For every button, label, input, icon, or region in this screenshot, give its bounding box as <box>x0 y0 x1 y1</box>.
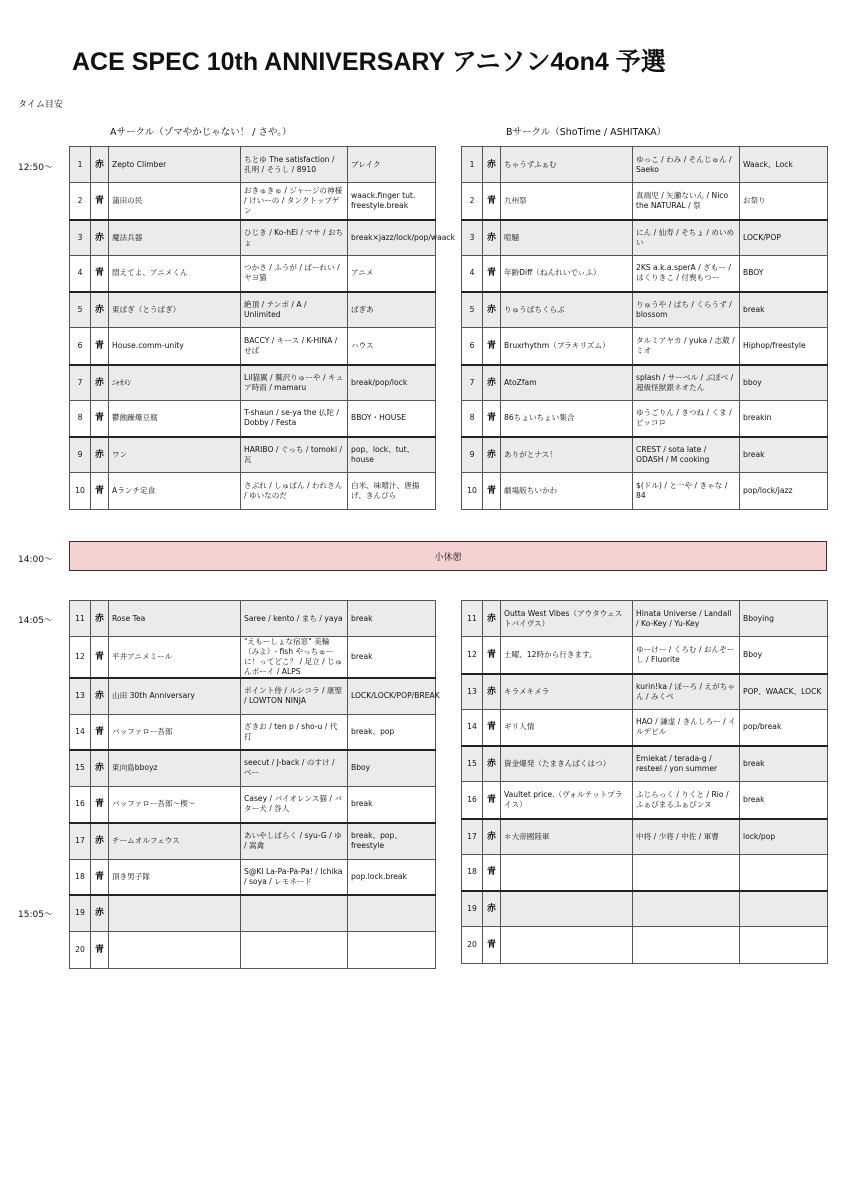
table-row <box>70 678 436 714</box>
entry-number: 4 <box>462 256 483 292</box>
table-row <box>70 365 436 401</box>
table-row <box>70 714 436 750</box>
team-name: バッファロー吾郎〜楔〜 <box>109 786 241 823</box>
table-row <box>462 401 828 437</box>
team-genre <box>348 931 436 968</box>
team-members: ひじき / Ko-hEi / マサ / おちょ <box>241 220 348 256</box>
entry-number: 16 <box>70 786 91 823</box>
entry-number: 15 <box>70 750 91 786</box>
entry-number: 10 <box>462 473 483 510</box>
team-name: 東ぱぎ（とうぱぎ） <box>109 292 241 328</box>
team-genre: LOCK/LOCK/POP/BREAK <box>348 678 436 714</box>
entry-number: 7 <box>462 365 483 401</box>
team-genre: 白米、味噌汁、唐揚げ、きんぴら <box>348 473 436 510</box>
team-genre: break <box>740 746 828 782</box>
time-1505: 15:05〜 <box>18 910 53 920</box>
team-genre <box>740 855 828 891</box>
page-title: ACE SPEC 10th ANNIVERSARY アニソン4on4 予選 <box>72 48 666 76</box>
team-members: "えもーしょな宿窓" 美輪（みよ）- fish やっちゅーに！ってどこ？ / 足立 / じゅんボーイ / ALPS <box>241 637 348 679</box>
team-members: S@KI La-Pa-Pa-Pa! / Ichika / soya / レモネード <box>241 859 348 895</box>
team-members: タルミアヤカ / yuka / 志葳 / ミオ <box>633 328 740 365</box>
team-name: 資金爆発（たまきんばくはつ） <box>501 746 633 782</box>
table-row <box>462 220 828 256</box>
team-genre: Hiphop/freestyle <box>740 328 828 365</box>
table-block1-circle-b <box>461 146 828 510</box>
team-members: $(ドル) / と一や / きゃな / 84 <box>633 473 740 510</box>
table-row <box>462 292 828 328</box>
team-genre: pop/break <box>740 710 828 746</box>
team-genre: break×jazz/lock/pop/waack <box>348 220 436 256</box>
entry-number: 11 <box>70 601 91 637</box>
team-members: HAO / 謙虚 / きんしろー / イルデビル <box>633 710 740 746</box>
table-row <box>462 819 828 855</box>
entry-color: 赤 <box>91 437 109 473</box>
team-name: 土曜、12時から行きます。 <box>501 637 633 674</box>
team-genre: pop/lock/jazz <box>740 473 828 510</box>
table-row <box>70 931 436 968</box>
team-genre: break <box>740 292 828 328</box>
team-genre <box>740 927 828 964</box>
entry-number: 12 <box>70 637 91 679</box>
team-members: ゆーけー / くろむ / おんぞーし / Fluorite <box>633 637 740 674</box>
table-row <box>70 750 436 786</box>
entry-color: 赤 <box>91 750 109 786</box>
table-row <box>70 601 436 637</box>
entry-color: 青 <box>483 637 501 674</box>
team-genre: breakin <box>740 401 828 437</box>
entry-color: 青 <box>91 714 109 750</box>
team-members <box>633 891 740 927</box>
entry-number: 13 <box>462 674 483 710</box>
team-members: ゆうごりん / きつね / くま / ピッコロ <box>633 401 740 437</box>
team-genre: Bboying <box>740 601 828 637</box>
entry-color: 赤 <box>91 365 109 401</box>
entry-number: 18 <box>70 859 91 895</box>
entry-color: 青 <box>91 473 109 510</box>
team-members: さぶれ / しゅぱん / われさん / ゆいなのだ <box>241 473 348 510</box>
team-name: 山田 30th Anniversary <box>109 678 241 714</box>
table-row <box>462 927 828 964</box>
entry-number: 8 <box>70 401 91 437</box>
table-row <box>462 855 828 891</box>
team-members: Emiekat / terada-g / resteel / yon summer <box>633 746 740 782</box>
entry-color: 青 <box>483 401 501 437</box>
entry-number: 17 <box>70 823 91 859</box>
entry-number: 8 <box>462 401 483 437</box>
table-row <box>70 328 436 365</box>
entry-color: 赤 <box>91 292 109 328</box>
table-row <box>462 601 828 637</box>
team-name: 86ちょいちょい集合 <box>501 401 633 437</box>
entry-number: 14 <box>70 714 91 750</box>
team-name: ありがとナス！ <box>501 437 633 473</box>
team-name: Outta West Vibes（アウタウェストバイヴス） <box>501 601 633 637</box>
entry-number: 3 <box>462 220 483 256</box>
team-name: 年齢Diff（ねんれいでぃふ） <box>501 256 633 292</box>
team-members <box>633 927 740 964</box>
entry-color: 青 <box>483 473 501 510</box>
team-genre: break <box>348 637 436 679</box>
team-name: Aランチ定食 <box>109 473 241 510</box>
table-row <box>70 786 436 823</box>
entry-number: 10 <box>70 473 91 510</box>
entry-color: 赤 <box>483 674 501 710</box>
team-name: りゅうぱちくらぶ <box>501 292 633 328</box>
team-name: 魔法兵器 <box>109 220 241 256</box>
team-name <box>501 855 633 891</box>
table-row <box>70 183 436 220</box>
entry-color: 青 <box>91 637 109 679</box>
time-1405: 14:05〜 <box>18 616 53 626</box>
team-name: 喧騒 <box>501 220 633 256</box>
entry-color: 青 <box>91 786 109 823</box>
entry-color: 赤 <box>91 147 109 183</box>
team-members: splash / サーベル / ぶぼべ / 超級怪獣銀ネオたん <box>633 365 740 401</box>
team-members: Lil猫翼 / 鷲沢りゅーや / キュア時雨 / mamaru <box>241 365 348 401</box>
table-row <box>70 401 436 437</box>
table-row <box>462 674 828 710</box>
team-name: ギリ人情 <box>501 710 633 746</box>
team-members: Casey / バイオレンス猫 / バター犬 / 咎人 <box>241 786 348 823</box>
team-genre: waack.finger tut. freestyle.break <box>348 183 436 220</box>
team-members: にん / 仙寿 / そちょ / めいめい <box>633 220 740 256</box>
team-genre: break <box>348 601 436 637</box>
entry-color: 赤 <box>483 365 501 401</box>
team-members: Saree / kento / まち / yaya <box>241 601 348 637</box>
table-block1-circle-a <box>69 146 455 510</box>
team-name: Zepto Climber <box>109 147 241 183</box>
team-genre: bboy <box>740 365 828 401</box>
table-row <box>462 746 828 782</box>
entry-color: 赤 <box>91 823 109 859</box>
team-members: CREST / sota late / ODASH / M cooking <box>633 437 740 473</box>
entry-color: 赤 <box>483 292 501 328</box>
team-members: BACCY / キース / K-HINA / せば <box>241 328 348 365</box>
table-block2-circle-a <box>69 600 440 969</box>
team-genre: お祭り <box>740 183 828 220</box>
team-name: 東向島bboyz <box>109 750 241 786</box>
team-genre: POP、WAACK、LOCK <box>740 674 828 710</box>
entry-number: 5 <box>462 292 483 328</box>
table-row <box>462 891 828 927</box>
table-row <box>462 710 828 746</box>
team-genre: BBOY・HOUSE <box>348 401 436 437</box>
team-genre: break/pop/lock <box>348 365 436 401</box>
team-name: 蒲田の民 <box>109 183 241 220</box>
team-name <box>501 891 633 927</box>
team-genre: pop.lock.break <box>348 859 436 895</box>
table-row <box>462 473 828 510</box>
entry-number: 9 <box>70 437 91 473</box>
entry-number: 6 <box>70 328 91 365</box>
team-members: T-shaun / se-ya the 仏陀 / Dobby / Festa <box>241 401 348 437</box>
table-row <box>462 637 828 674</box>
team-genre: Bboy <box>740 637 828 674</box>
entry-color: 青 <box>483 782 501 819</box>
team-genre: break、pop、freestyle <box>348 823 436 859</box>
entry-color: 青 <box>91 256 109 292</box>
entry-number: 18 <box>462 855 483 891</box>
entry-number: 2 <box>70 183 91 220</box>
table-row <box>70 220 436 256</box>
team-members: ゆっこ / わみ / そんじゅん / Saeko <box>633 147 740 183</box>
team-name: ワン <box>109 437 241 473</box>
team-genre: ハウス <box>348 328 436 365</box>
team-name: バッファロー吾郎 <box>109 714 241 750</box>
entry-number: 9 <box>462 437 483 473</box>
entry-number: 7 <box>70 365 91 401</box>
team-genre: break <box>740 437 828 473</box>
team-name <box>501 927 633 964</box>
table-row <box>70 437 436 473</box>
team-name: キラメキメラ <box>501 674 633 710</box>
entry-number: 14 <box>462 710 483 746</box>
team-members: あいやしぱらく / syu-G / ゆ / 嵩禽 <box>241 823 348 859</box>
entry-number: 19 <box>70 895 91 931</box>
entry-color: 赤 <box>91 601 109 637</box>
table-row <box>462 782 828 819</box>
entry-color: 赤 <box>483 147 501 183</box>
team-genre: break、pop <box>348 714 436 750</box>
entry-color: 青 <box>91 328 109 365</box>
team-genre <box>740 891 828 927</box>
break-label: 小休憩 <box>434 552 462 563</box>
table-row <box>70 147 436 183</box>
entry-color: 赤 <box>91 220 109 256</box>
team-genre: Waack、Lock <box>740 147 828 183</box>
circle-a-title: Aサークル（ゾマやかじゃない！ / さや。） <box>110 127 292 138</box>
break-bar <box>69 541 827 571</box>
entry-color: 赤 <box>483 601 501 637</box>
table-row <box>70 859 436 895</box>
team-members <box>633 855 740 891</box>
entry-color: 赤 <box>91 678 109 714</box>
entry-number: 2 <box>462 183 483 220</box>
team-name: チームオルフェウス <box>109 823 241 859</box>
team-members: ちとゆ The satisfaction / 孔明 / そうし / 8910 <box>241 147 348 183</box>
team-genre: BBOY <box>740 256 828 292</box>
entry-number: 5 <box>70 292 91 328</box>
team-members: ざきお / ten p / sho-u / 代打 <box>241 714 348 750</box>
time-1400: 14:00〜 <box>18 555 53 565</box>
entry-number: 15 <box>462 746 483 782</box>
entry-color: 青 <box>483 927 501 964</box>
entry-number: 12 <box>462 637 483 674</box>
team-name <box>109 895 241 931</box>
table-row <box>70 637 436 679</box>
entry-number: 1 <box>462 147 483 183</box>
entry-number: 20 <box>70 931 91 968</box>
table-row <box>462 256 828 292</box>
team-genre <box>348 895 436 931</box>
team-name: ＊大帝國陸軍 <box>501 819 633 855</box>
entry-color: 赤 <box>483 220 501 256</box>
table-row <box>70 473 436 510</box>
team-members: 真端児 / 矢瀬ないん / Nico the NATURAL / 祭 <box>633 183 740 220</box>
team-members: ポイント侍 / ルシコラ / 康聖 / LOWTON NINJA <box>241 678 348 714</box>
team-members: Hinata Universe / Landall / Ko-Key / Yu-Key <box>633 601 740 637</box>
entry-color: 青 <box>483 256 501 292</box>
team-name: 九州祭 <box>501 183 633 220</box>
entry-color: 赤 <box>483 437 501 473</box>
team-members: kurin!ka / ぽーろ / えがちゃん / みくべ <box>633 674 740 710</box>
entry-color: 赤 <box>483 819 501 855</box>
table-row <box>462 183 828 220</box>
team-members <box>241 895 348 931</box>
team-name: Bruxrhythm（ブラキリズム） <box>501 328 633 365</box>
table-row <box>462 437 828 473</box>
time-guide-label: タイム目安 <box>18 100 63 110</box>
table-block2-circle-b <box>461 600 828 964</box>
table-row <box>462 365 828 401</box>
entry-number: 1 <box>70 147 91 183</box>
team-genre: アニメ <box>348 256 436 292</box>
entry-color: 赤 <box>91 895 109 931</box>
team-members: 絶頂 / テンポ / A / Unlimited <box>241 292 348 328</box>
table-row <box>462 147 828 183</box>
entry-color: 青 <box>91 859 109 895</box>
team-name: AtoZfam <box>501 365 633 401</box>
team-members: seecut / J-back / のすけ / べー <box>241 750 348 786</box>
team-name: 鬱蝕躁爆豆腐 <box>109 401 241 437</box>
team-genre: LOCK/POP <box>740 220 828 256</box>
team-genre: pop、lock、tut、house <box>348 437 436 473</box>
entry-number: 17 <box>462 819 483 855</box>
entry-number: 20 <box>462 927 483 964</box>
entry-color: 青 <box>91 931 109 968</box>
entry-number: 19 <box>462 891 483 927</box>
table-row <box>70 823 436 859</box>
team-name: 劇場版ちいかわ <box>501 473 633 510</box>
team-members <box>241 931 348 968</box>
entry-color: 赤 <box>483 746 501 782</box>
team-genre: Bboy <box>348 750 436 786</box>
team-members: 2KS a.k.a.sperA / ざもー / はくりきこ / 付喪もつー <box>633 256 740 292</box>
entry-number: 16 <box>462 782 483 819</box>
entry-number: 13 <box>70 678 91 714</box>
team-members: HARIBO / ぐっち / tomoki / 瓦 <box>241 437 348 473</box>
entry-color: 青 <box>483 183 501 220</box>
entry-number: 4 <box>70 256 91 292</box>
entry-color: 青 <box>91 183 109 220</box>
team-name: House.comm-unity <box>109 328 241 365</box>
team-members: ふじらっく / りくと / Rio / ふぁびまるふぁびンヌ <box>633 782 740 819</box>
team-members: 中将 / 少将 / 中佐 / 軍曹 <box>633 819 740 855</box>
team-genre: ぱぎあ <box>348 292 436 328</box>
table-row <box>70 895 436 931</box>
team-genre: lock/pop <box>740 819 828 855</box>
entry-number: 6 <box>462 328 483 365</box>
table-row <box>70 292 436 328</box>
team-name <box>109 931 241 968</box>
entry-number: 11 <box>462 601 483 637</box>
entry-color: 青 <box>483 710 501 746</box>
time-1250: 12:50〜 <box>18 163 53 173</box>
circle-b-title: Bサークル（ShoTime / ASHITAKA） <box>506 127 667 138</box>
entry-color: 赤 <box>483 891 501 927</box>
team-name: 悶えてよ、アニメくん <box>109 256 241 292</box>
team-name: 平井アニメミール <box>109 637 241 679</box>
entry-color: 青 <box>483 855 501 891</box>
table-row <box>462 328 828 365</box>
team-genre: ブレイク <box>348 147 436 183</box>
team-name: 頂き男子隊 <box>109 859 241 895</box>
team-name: Rose Tea <box>109 601 241 637</box>
team-name: ちゃうずふぁむ <box>501 147 633 183</box>
team-genre: break <box>348 786 436 823</box>
entry-color: 青 <box>91 401 109 437</box>
team-members: おきゅきゅ / ジャージの神様 / けいーの / タンクトップゲン <box>241 183 348 220</box>
table-row <box>70 256 436 292</box>
entry-color: 青 <box>483 328 501 365</box>
team-members: りゅうや / ぱち / くらうず / blossom <box>633 292 740 328</box>
entry-number: 3 <box>70 220 91 256</box>
team-name: ﾆｬｵﾒﾝ <box>109 365 241 401</box>
team-genre: break <box>740 782 828 819</box>
team-name: Vaultet price.（ヴォルテットプライス） <box>501 782 633 819</box>
team-members: つかさ / ふうが / ぱーれい / ヤヨ猫 <box>241 256 348 292</box>
